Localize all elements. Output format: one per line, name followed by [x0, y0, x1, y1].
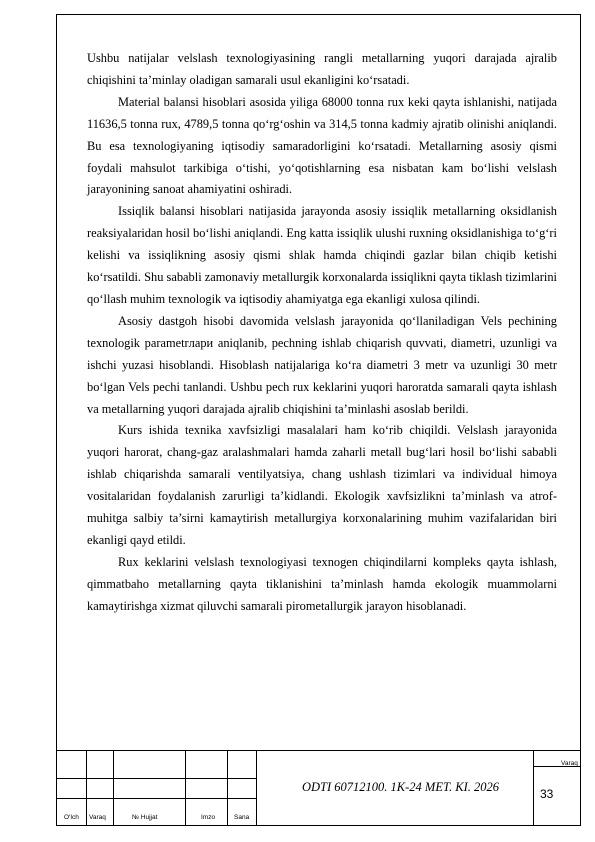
stamp-col-hujjat: № Hujjat [132, 814, 158, 821]
title-block [56, 750, 581, 826]
stamp-col-sana: Sana [234, 814, 250, 821]
page-label: Varaq [561, 760, 578, 767]
stamp-col-line-3 [185, 750, 186, 826]
document-body [87, 48, 557, 618]
stamp-col-imzo: Imzo [201, 814, 216, 821]
paragraph-5: Kurs ishida texnika xavfsizligi masalalari ham ko‘rib chiqildi. Velslash jarayonida yuqori harorat, chang-gaz aralashmalari hamda zaharli metall bug‘lari hosil bo‘lishi sababli ishlab chiqarishda samarali ventilyatsiya, chang ushlash tizimlari va individual himoya vositalaridan foydalanish zarurligi ta’kidlandi. Ekologik xavfsizlikni ta’minlash va atrof-muhitga salbiy ta’sirni kamaytirish metallurgiya korxonalarining muhim vazifalaridan biri ekanligi qayd etildi. [87, 423, 557, 547]
stamp-col-line-4 [227, 750, 228, 826]
stamp-col-line-2 [113, 750, 114, 826]
paragraph-6: Rux keklarini velslash texnologiyasi texnogen chiqindilarni kompleks qayta ishlash, qimmatbaho metallarning qayta tiklanishini ta’minlash hamda ekologik muammolarni kamaytirishga xizmat qiluvchi samarali pirometallurgik jarayon hisoblanadi. [87, 554, 557, 613]
stamp-top-line [56, 750, 581, 751]
stamp-col-line-5 [256, 750, 257, 826]
paragraph-3: Issiqlik balansi hisoblari natijasida jarayonda asosiy issiqlik metallarning oksidlanish reaksiyalaridan hosil bo‘lishi aniqlandi. Eng katta issiqlik ulushi ruxning oksidlanishiga to‘g‘ri kelishi va issiqlikning asosiy qismi shlak hamda chiqindi gazlar bilan chiqib ketishi ko‘rsatildi. Shu sababli zamonaviy metallurgik korxonalarda issiqlikni qayta tiklash tizimlarini qo‘llash muhim texnologik va iqtisodiy ahamiyatga ega ekanligi xulosa qilindi. [87, 204, 557, 306]
stamp-col-line-6 [533, 750, 534, 826]
stamp-col-varaq: Varaq [89, 814, 106, 821]
paragraph-1: Ushbu natijalar velslash texnologiyasining rangli metallarning yuqori darajada ajralib chiqishini ta’minlay oladigan samarali usul ekanligini ko‘rsatadi. [87, 51, 557, 87]
stamp-col-line-1 [86, 750, 87, 826]
paragraph-2: Material balansi hisoblari asosida yiliga 68000 tonna rux keki qayta ishlanishi, natijada 11636,5 tonna rux, 4789,5 tonna qo‘rg‘oshin va 314,5 tonna kadmiy ajratib olinishi aniqlandi. Bu esa texnologiyaning iqtisodiy samaradorligini ko‘rsatadi. Metallarning asosiy qismi foydali mahsulot tarkibiga o‘tishi, yo‘qotishlarning esa nisbatan kam bo‘lishi velslash jarayonining sanoat ahamiyatini oshiradi. [87, 94, 557, 197]
document-code: ODTI 60712100. 1K-24 MET. KI. 2026 [302, 780, 499, 794]
paragraph-4: Asosiy dastgoh hisobi davomida velslash jarayonida qo‘llaniladigan Vels pechining texnologik parametrлари aniqlanib, pechning ishlab chiqarish quvvati, diametri, uzunligi va ishchi yuzasi hisoblandi. Hisoblash natijalariga ko‘ra diametri 3 metr va uzunligi 30 metr bo‘lgan Vels pechi tanlandi. Ushbu pech rux keklarini yuqori haroratda samarali qayta ishlash va metallarning yuqori darajada ajralib chiqishini ta’minlashi asoslab berildi. [87, 313, 557, 416]
stamp-col-olch: O‘lch [64, 814, 79, 821]
page-number: 33 [540, 787, 554, 801]
